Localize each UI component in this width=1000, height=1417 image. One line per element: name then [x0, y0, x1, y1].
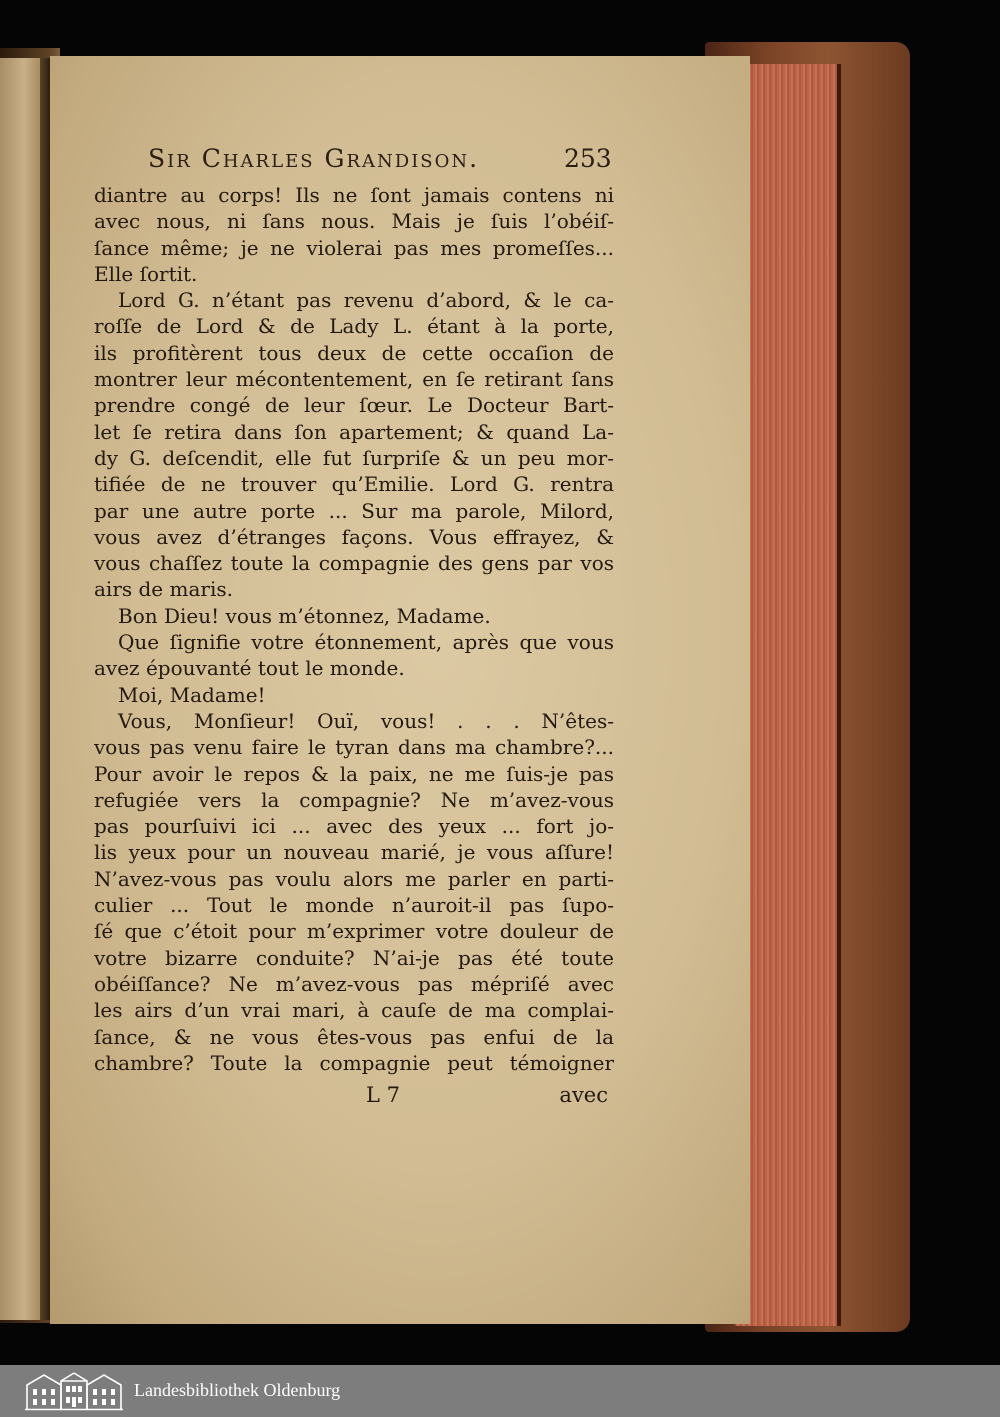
- text-line: avez épouvanté tout le monde.: [94, 656, 405, 681]
- text-line: Elle ſortit.: [94, 261, 198, 286]
- page-block-edge: [734, 64, 841, 1326]
- text-line: airs de maris.: [94, 577, 233, 602]
- text-line: Vous, Monſieur! Ouï, vous! . . . N’êtes-: [118, 708, 614, 733]
- text-line: Bon Dieu! vous m’étonnez, Madame.: [118, 603, 491, 628]
- text-line: prendre congé de leur ſœur. Le Docteur Bart-: [94, 393, 614, 418]
- text-line: ſance, & ne vous êtes-vous pas enfui de la: [94, 1024, 614, 1049]
- text-line: vous pas venu faire le tyran dans ma chambre?...: [94, 735, 614, 760]
- text-line: diantre au corps! Ils ne ſont jamais contens ni: [94, 183, 614, 207]
- text-line: Lord G. n’étant pas revenu d’abord, & le ca-: [118, 288, 614, 313]
- text-line: Moi, Madame!: [118, 682, 266, 707]
- text-line: lis yeux pour un nouveau marié, je vous aſſure!: [94, 840, 614, 865]
- text-line: votre bizarre conduite? N’ai-je pas été toute: [94, 945, 614, 970]
- text-line: pas pourſuivi ici ... avec des yeux ... fort jo-: [94, 814, 614, 839]
- library-footer-bar: [0, 1365, 1000, 1417]
- text-line: vous avez d’étranges façons. Vous effrayez, &: [94, 524, 614, 549]
- left-page-edge: [0, 58, 44, 1320]
- text-line: ils profitèrent tous deux de cette occaſion de: [94, 340, 614, 365]
- page-header: [148, 144, 628, 180]
- running-title: Sir Charles Grandison.: [148, 144, 480, 173]
- library-name: Landesbibliothek Oldenburg: [134, 1380, 341, 1400]
- text-line: dy G. deſcendit, elle fut ſurpriſe & un peu mor-: [94, 445, 614, 470]
- signature-mark: L 7: [366, 1083, 400, 1107]
- text-line: roſſe de Lord & de Lady L. étant à la porte,: [94, 314, 614, 339]
- text-line: culier ... Tout le monde n’auroit-il pas ſupo-: [94, 893, 614, 918]
- text-line: par une autre porte ... Sur ma parole, Milord,: [94, 498, 614, 523]
- text-line: N’avez-vous pas voulu alors me parler en parti-: [94, 866, 614, 891]
- page-text: [94, 182, 614, 1076]
- catchword: avec: [559, 1083, 608, 1107]
- text-line: tifiée de ne trouver qu’Emilie. Lord G. rentra: [94, 472, 614, 497]
- library-building-logo: [24, 1371, 124, 1411]
- text-line: refugiée vers la compagnie? Ne m’avez-vous: [94, 787, 614, 812]
- text-line: obéiſſance? Ne m’avez-vous pas mépriſé avec: [94, 971, 614, 996]
- text-line: vous chaſſez toute la compagnie des gens par vos: [94, 551, 614, 576]
- text-line: ſé que c’étoit pour m’exprimer votre douleur de: [94, 919, 614, 944]
- text-line: avec nous, ni ſans nous. Mais je ſuis l’obéiſ-: [94, 209, 614, 234]
- text-line: montrer leur mécontentement, en ſe retirant ſans: [94, 367, 614, 392]
- page-footer: [94, 1083, 614, 1111]
- text-line: Que ſignifie votre étonnement, après que vous: [118, 630, 614, 655]
- text-line: les airs d’un vrai mari, à cauſe de ma complai-: [94, 998, 614, 1023]
- text-line: ſance même; je ne violerai pas mes promeſſes...: [94, 235, 614, 260]
- text-line: let ſe retira dans ſon apartement; & quand La-: [94, 419, 614, 444]
- page-number: 253: [564, 144, 612, 173]
- text-line: chambre? Toute la compagnie peut témoigner: [94, 1050, 614, 1075]
- text-line: Pour avoir le repos & la paix, ne me ſuis-je pas: [94, 761, 614, 786]
